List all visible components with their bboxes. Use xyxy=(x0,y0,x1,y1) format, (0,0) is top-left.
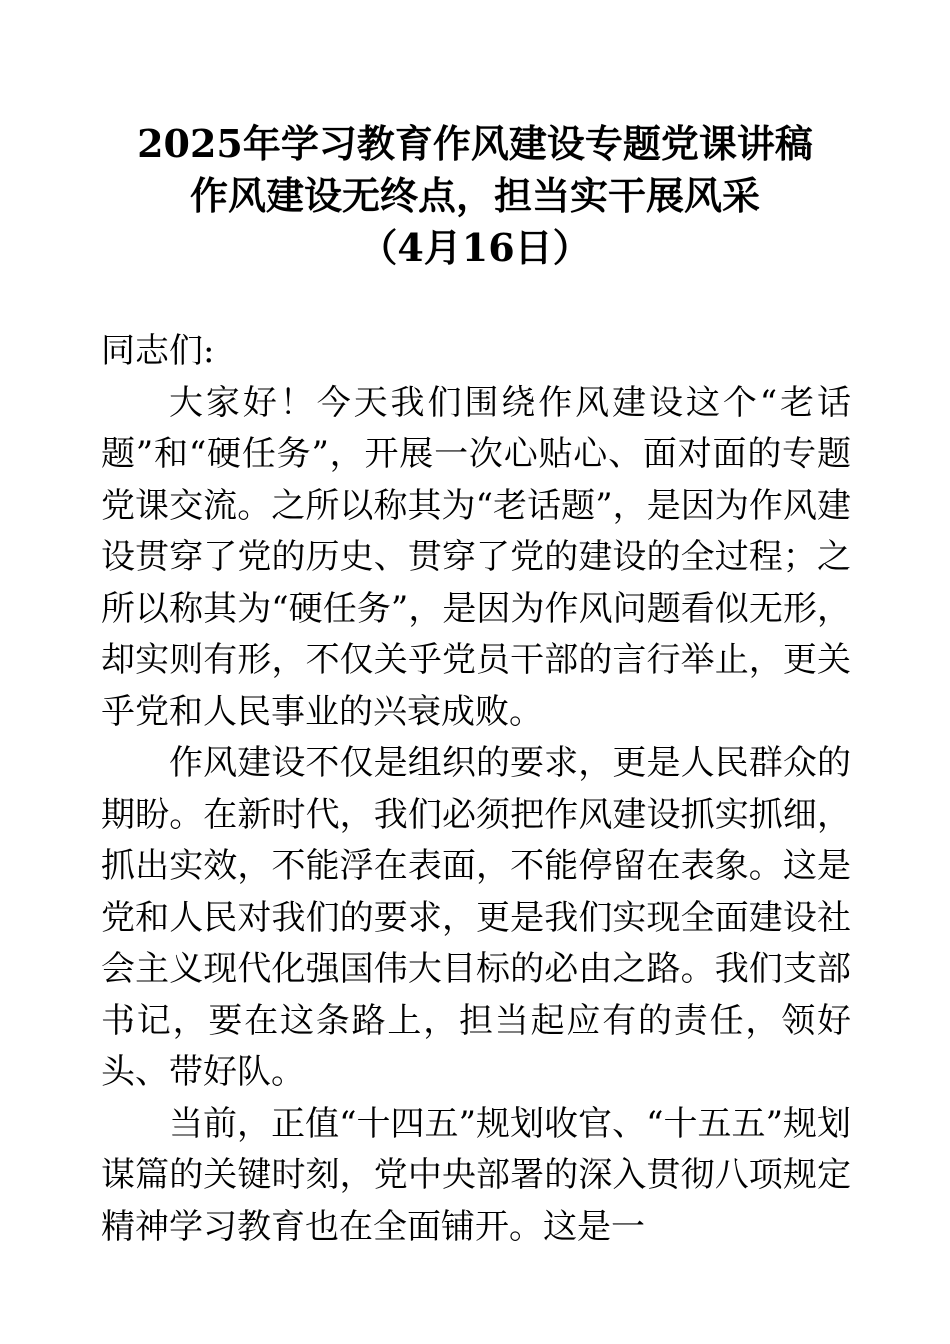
paragraph-2: 作风建设不仅是组织的要求，更是人民群众的期盼。在新时代，我们必须把作风建设抓实抓细，抓出实效，不能浮在表面，不能停留在表象。这是党和人民对我们的要求，更是我们实现全面建设社会主义现代化强国伟大目标的必由之路。我们支部书记，要在这条路上，担当起应有的责任，领好头、带好队。 xyxy=(101,743,851,1092)
document-title xyxy=(100,118,850,274)
paragraph-3: 当前，正值“十四五”规划收官、“十五五”规划谋篇的关键时刻，党中央部署的深入贯彻八项规定精神学习教育也在全面铺开。这是一 xyxy=(101,1103,851,1247)
document-body xyxy=(101,326,851,1253)
title-line-2: 作风建设无终点，担当实干展风采 xyxy=(189,173,760,218)
title-line-3-date: （4月16日） xyxy=(359,225,591,270)
title-line-1: 2025年学习教育作风建设专题党课讲稿 xyxy=(137,121,813,166)
paragraph-1: 大家好！今天我们围绕作风建设这个“老话题”和“硬任务”，开展一次心贴心、面对面的专题党课交流。之所以称其为“老话题”，是因为作风建设贯穿了党的历史、贯穿了党的建设的全过程；之所以称其为“硬任务”，是因为作风问题看似无形，却实则有形，不仅关乎党员干部的言行举止，更关乎党和人民事业的兴衰成败。 xyxy=(101,382,851,732)
greeting: 同志们: xyxy=(101,331,215,371)
